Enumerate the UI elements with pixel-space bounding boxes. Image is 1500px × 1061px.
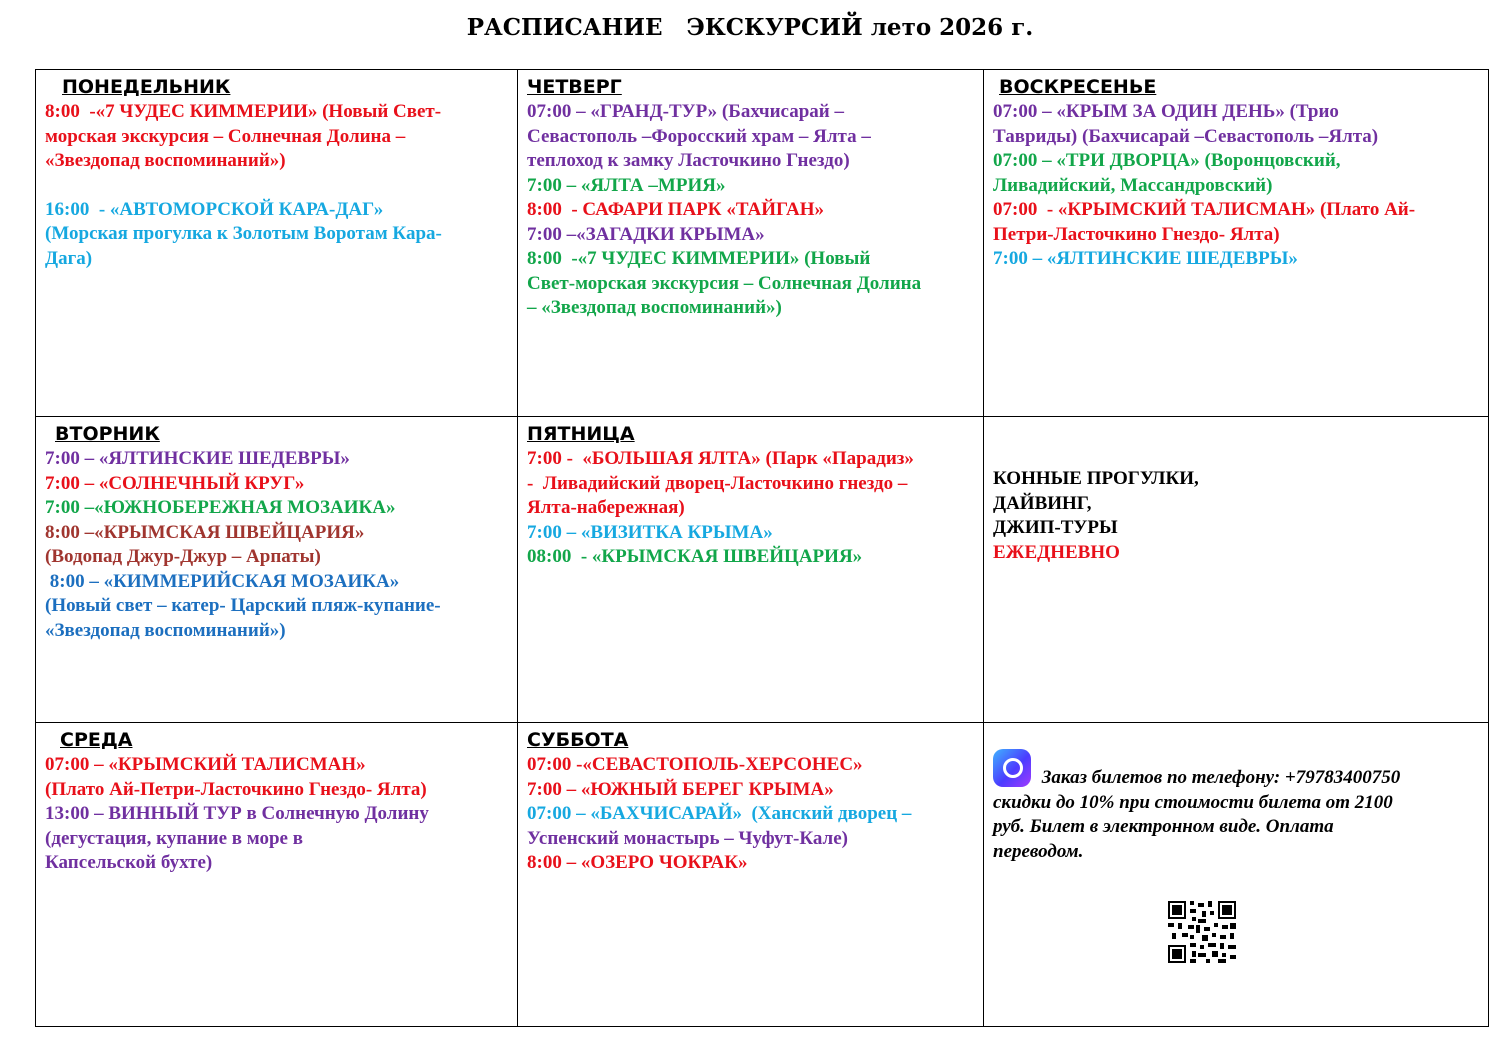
schedule-line: 07:00 – «БАХЧИСАРАЙ» (Ханский дворец – [527,803,912,824]
schedule-line: 8:00 – «ОЗЕРО ЧОКРАК» [527,852,748,873]
schedule-line: 08:00 - «КРЫМСКАЯ ШВЕЙЦАРИЯ» [527,546,863,567]
cell-sunday [984,70,1489,417]
cell-wednesday [36,723,518,1027]
schedule-line: Успенский монастырь – Чуфут-Кале) [527,827,848,849]
payment-text: переводом. [993,840,1084,862]
page-title: РАСПИСАНИЕ ЭКСКУРСИЙ лето 2026 г. [466,14,1034,41]
schedule-line: 7:00 – «ЯЛТИНСКИЕ ШЕДЕВРЫ» [45,448,350,469]
schedule-line: 8:00 -«7 ЧУДЕС КИММЕРИИ» (Новый [527,248,871,269]
schedule-line: - Ливадийский дворец-Ласточкино гнездо – [527,472,908,494]
schedule-line: 7:00 – «СОЛНЕЧНЫЙ КРУГ» [45,472,305,494]
schedule-line: морская экскурсия – Солнечная Долина – [45,125,406,147]
schedule-line: Петри-Ласточкино Гнездо- Ялта) [993,223,1280,245]
schedule-line: 7:00 –«ЮЖНОБЕРЕЖНАЯ МОЗАИКА» [45,497,396,518]
daily-activity-line: ДЖИП-ТУРЫ [993,517,1118,538]
day-heading-sunday: ВОСКРЕСЕНЬЕ [999,76,1157,98]
cell-contact [984,723,1489,1027]
schedule-line: Тавриды) (Бахчисарай –Севастополь –Ялта) [993,125,1379,147]
cell-tuesday [36,417,518,723]
schedule-line: 16:00 - «АВТОМОРСКОЙ КАРА-ДАГ» [45,198,384,220]
day-heading-tuesday: ВТОРНИК [55,423,160,445]
schedule-line: (Новый свет – катер- Царский пляж-купание- [45,595,441,616]
cell-daily-activities [984,417,1489,723]
schedule-table [35,69,1489,1027]
schedule-line: 07:00 – «ТРИ ДВОРЦА» (Воронцовский, [993,150,1341,171]
schedule-line: Свет-морская экскурсия – Солнечная Долина [527,272,922,294]
daily-label: ЕЖЕДНЕВНО [993,541,1120,563]
day-heading-wednesday: СРЕДА [60,729,133,751]
schedule-line: «Звездопад воспоминаний») [45,619,286,641]
contact-block [993,749,1479,864]
schedule-line: 7:00 – «ЯЛТИНСКИЕ ШЕДЕВРЫ» [993,248,1298,269]
day-heading-thursday: ЧЕТВЕРГ [527,76,622,98]
schedule-line: 8:00 – «КИММЕРИЙСКАЯ МОЗАИКА» [45,570,400,592]
schedule-line: Севастополь –Форосский храм – Ялта – [527,125,871,147]
schedule-line: 8:00 –«КРЫМСКАЯ ШВЕЙЦАРИЯ» [45,521,365,543]
max-messenger-icon[interactable] [993,749,1031,787]
e-ticket-text: руб. Билет в электронном виде. Оплата [993,816,1334,837]
schedule-line: Дага) [45,247,93,269]
schedule-line: 7:00 – «ЯЛТА –МРИЯ» [527,174,726,196]
schedule-line: 7:00 –«ЗАГАДКИ КРЫМА» [527,223,765,245]
schedule-line: 07:00 – «КРЫМСКИЙ ТАЛИСМАН» [45,754,366,775]
schedule-line: 8:00 -«7 ЧУДЕС КИММЕРИИ» (Новый Свет- [45,101,442,122]
booking-phone-text: Заказ билетов по телефону: +79783400750 [1037,767,1401,788]
day-heading-friday: ПЯТНИЦА [527,423,635,445]
schedule-line: (Морская прогулка к Золотым Воротам Кара- [45,223,442,244]
schedule-line: 07:00 - «КРЫМСКИЙ ТАЛИСМАН» (Плато Ай- [993,199,1416,220]
cell-thursday [518,70,984,417]
schedule-line: (Плато Ай-Петри-Ласточкино Гнездо- Ялта) [45,778,427,800]
schedule-line: 7:00 - «БОЛЬШАЯ ЯЛТА» (Парк «Парадиз» [527,448,914,469]
schedule-line: – «Звездопад воспоминаний») [527,297,782,318]
schedule-line: Капсельской бухте) [45,852,213,873]
day-heading-saturday: СУББОТА [527,729,629,751]
cell-monday [36,70,518,417]
daily-activity-line: ДАЙВИНГ, [993,492,1092,514]
daily-activity-line: КОННЫЕ ПРОГУЛКИ, [993,468,1199,489]
cell-saturday [518,723,984,1027]
schedule-line: Ливадийский, Массандровский) [993,174,1273,196]
schedule-line: (Водопад Джур-Джур – Арпаты) [45,546,321,567]
schedule-line: теплоход к замку Ласточкино Гнездо) [527,150,850,171]
discount-text: скидки до 10% при стоимости билета от 2100 [993,791,1393,813]
schedule-line: 07:00 – «КРЫМ ЗА ОДИН ДЕНЬ» (Трио [993,101,1339,122]
schedule-line: (дегустация, купание в море в [45,827,304,849]
schedule-line: 07:00 – «ГРАНД-ТУР» (Бахчисарай – [527,101,844,122]
schedule-line: 8:00 - САФАРИ ПАРК «ТАЙГАН» [527,199,825,220]
schedule-line: 07:00 -«СЕВАСТОПОЛЬ-ХЕРСОНЕС» [527,754,863,775]
schedule-line: «Звездопад воспоминаний») [45,150,286,171]
schedule-line: 7:00 – «ВИЗИТКА КРЫМА» [527,521,773,543]
day-heading-monday: ПОНЕДЕЛЬНИК [62,76,231,98]
schedule-line: 13:00 – ВИННЫЙ ТУР в Солнечную Долину [45,803,429,824]
qr-code-icon[interactable] [1168,901,1236,963]
schedule-line: 7:00 – «ЮЖНЫЙ БЕРЕГ КРЫМА» [527,778,834,800]
cell-friday [518,417,984,723]
schedule-line: Ялта-набережная) [527,497,685,518]
